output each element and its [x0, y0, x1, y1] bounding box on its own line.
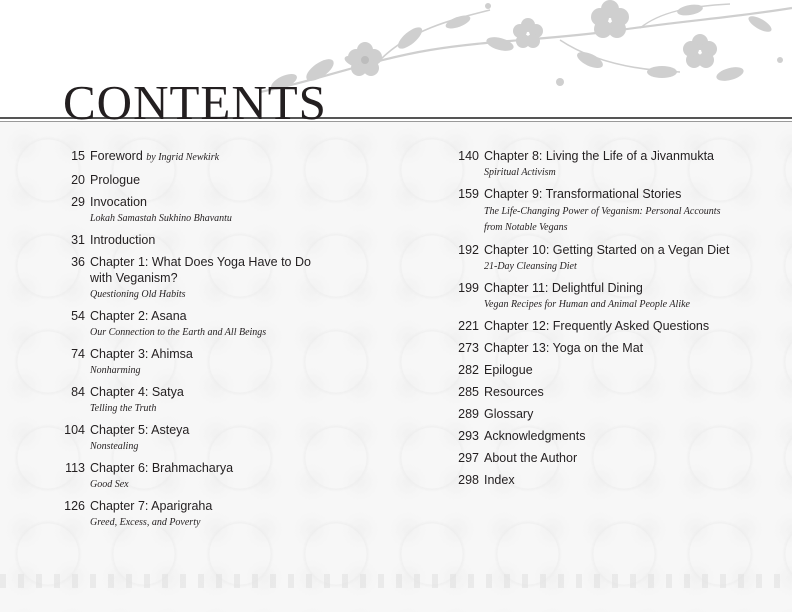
entry-title: Chapter 13: Yoga on the Mat — [484, 341, 644, 355]
footer-ornament-band — [0, 574, 792, 588]
entry-title: Chapter 12: Frequently Asked Questions — [484, 319, 710, 333]
entry-title: Foreword — [90, 149, 143, 163]
toc-entry — [58, 384, 418, 416]
entry-subtitle: Questioning Old Habits — [90, 289, 186, 300]
entry-title: Chapter 10: Getting Started on a Vegan Diet — [484, 243, 730, 257]
toc-entry — [452, 472, 782, 488]
toc-entry — [452, 406, 782, 422]
entry-subtitle: Vegan Recipes for Human and Animal People Alike — [484, 299, 690, 310]
page-number: 31 — [71, 233, 85, 247]
page-number: 221 — [458, 319, 479, 333]
entry-title: Chapter 6: Brahmacharya — [90, 461, 234, 475]
toc-entry — [452, 340, 782, 356]
toc-entry — [58, 194, 418, 226]
page-number: 298 — [458, 473, 479, 487]
page-number: 285 — [458, 385, 479, 399]
toc-column-left — [58, 148, 418, 536]
page-number: 15 — [71, 149, 85, 163]
toc-entry — [58, 172, 418, 188]
toc-entry — [452, 186, 782, 236]
entry-title: Chapter 7: Aparigraha — [90, 499, 213, 513]
entry-title: Chapter 9: Transformational Stories — [484, 187, 682, 201]
entry-subtitle: Lokah Samastah Sukhino Bhavantu — [90, 213, 232, 224]
page-number: 104 — [64, 423, 85, 437]
page-number: 282 — [458, 363, 479, 377]
page-number: 273 — [458, 341, 479, 355]
entry-title: Invocation — [90, 195, 147, 209]
entry-subtitle: Nonstealing — [90, 441, 139, 452]
entry-subtitle: Good Sex — [90, 479, 129, 490]
toc-entry — [58, 422, 418, 454]
entry-title: About the Author — [484, 451, 578, 465]
entry-title: Glossary — [484, 407, 534, 421]
entry-subtitle: Our Connection to the Earth and All Beings — [90, 327, 267, 338]
toc-entry — [58, 498, 418, 530]
page-number: 36 — [71, 255, 85, 269]
page-number: 289 — [458, 407, 479, 421]
page-number: 140 — [458, 149, 479, 163]
entry-title: Acknowledgments — [484, 429, 586, 443]
entry-title: Chapter 1: What Does Yoga Have to Do with Veganism? — [90, 255, 311, 285]
entry-title: Chapter 4: Satya — [90, 385, 184, 399]
toc-entry — [452, 242, 782, 274]
entry-title: Introduction — [90, 233, 156, 247]
toc-entry — [58, 254, 418, 302]
page-number: 20 — [71, 173, 85, 187]
entry-title: Prologue — [90, 173, 141, 187]
page-number: 159 — [458, 187, 479, 201]
page-number: 74 — [71, 347, 85, 361]
entry-title: Chapter 2: Asana — [90, 309, 187, 323]
toc-entry — [452, 148, 782, 180]
entry-title: Index — [484, 473, 515, 487]
entry-byline: by Ingrid Newkirk — [146, 152, 220, 163]
entry-title: Chapter 3: Ahimsa — [90, 347, 193, 361]
page-number: 297 — [458, 451, 479, 465]
entry-subtitle: 21-Day Cleansing Diet — [484, 261, 577, 272]
entry-title: Chapter 8: Living the Life of a Jivanmukta — [484, 149, 714, 163]
page-number: 54 — [71, 309, 85, 323]
entry-title: Epilogue — [484, 363, 533, 377]
toc-entry — [58, 308, 418, 340]
toc-entry — [452, 318, 782, 334]
page-number: 84 — [71, 385, 85, 399]
entry-title: Chapter 5: Asteya — [90, 423, 190, 437]
entry-subtitle: Spiritual Activism — [484, 167, 556, 178]
toc-entry — [58, 148, 418, 166]
toc-entry — [58, 232, 418, 248]
entry-title: Resources — [484, 385, 544, 399]
toc-entry — [452, 384, 782, 400]
page-number: 293 — [458, 429, 479, 443]
entry-subtitle: Telling the Truth — [90, 403, 157, 414]
page-number: 29 — [71, 195, 85, 209]
toc-entry — [452, 450, 782, 466]
toc-entry — [58, 346, 418, 378]
page-number: 126 — [64, 499, 85, 513]
page-number: 113 — [65, 461, 85, 475]
entry-subtitle: Nonharming — [90, 365, 141, 376]
toc-entry — [452, 428, 782, 444]
page-number: 199 — [458, 281, 479, 295]
page-title: CONTENTS — [63, 75, 327, 130]
entry-subtitle: The Life-Changing Power of Veganism: Personal Accounts from Notable Vegans — [484, 206, 721, 233]
floral-vine-ornament — [260, 0, 792, 102]
page-number: 192 — [458, 243, 479, 257]
entry-subtitle: Greed, Excess, and Poverty — [90, 517, 201, 528]
toc-entry — [58, 460, 418, 492]
toc-entry — [452, 362, 782, 378]
toc-column-right — [452, 148, 782, 494]
toc-entry — [452, 280, 782, 312]
entry-title: Chapter 11: Delightful Dining — [484, 281, 643, 295]
